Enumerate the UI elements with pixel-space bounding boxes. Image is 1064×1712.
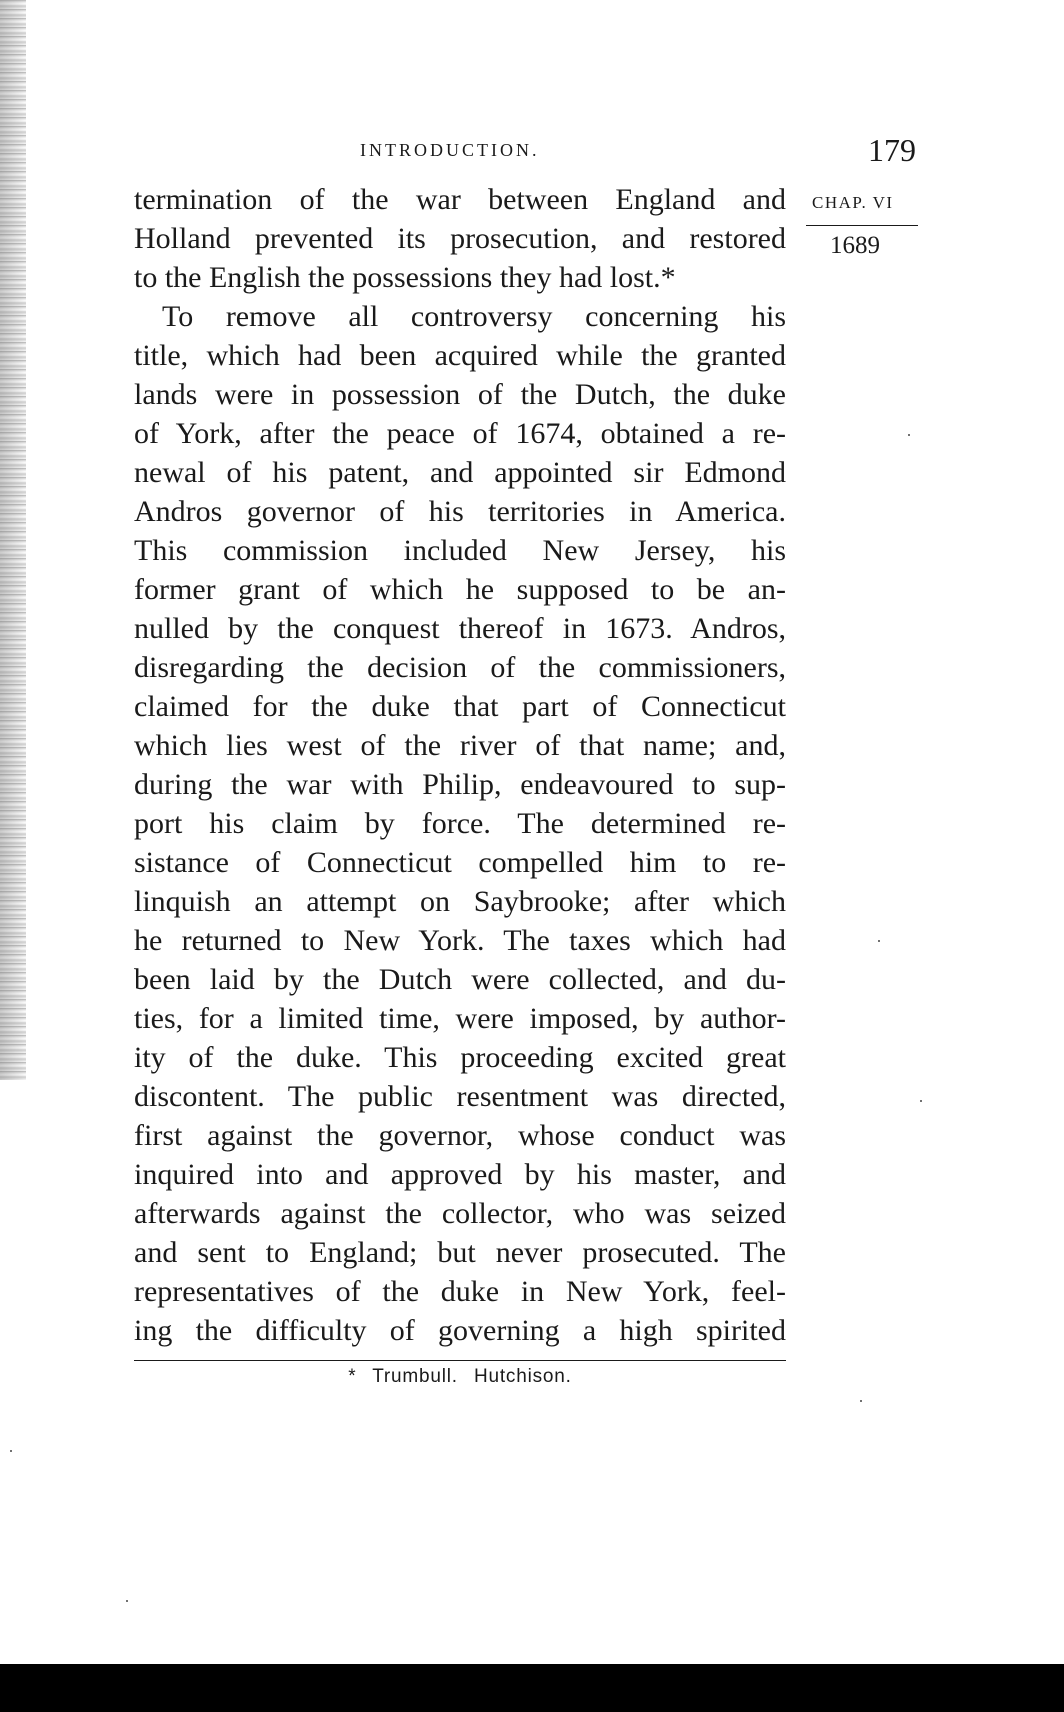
text-line: ties, for a limited time, were imposed, by author- [134, 1002, 786, 1035]
margin-divider [806, 225, 918, 226]
text-line: This commission included New Jersey, his [134, 534, 786, 567]
scan-speck [920, 1100, 922, 1102]
text-line: newal of his patent, and appointed sir Edmond [134, 456, 786, 489]
margin-year: 1689 [830, 232, 880, 259]
running-head: INTRODUCTION. [360, 140, 540, 160]
text-line: of York, after the peace of 1674, obtained a re- [134, 417, 786, 450]
text-line: ing the difficulty of governing a high spirited [134, 1314, 786, 1347]
footnote: * Trumbull. Hutchison. [348, 1366, 572, 1387]
text-line: To remove all controversy concerning his [162, 300, 786, 333]
text-line: inquired into and approved by his master, and [134, 1158, 786, 1191]
footnote-divider [134, 1360, 786, 1361]
margin-chapter-label: CHAP. VI [812, 193, 894, 212]
text-line: first against the governor, whose conduct was [134, 1119, 786, 1152]
text-line: disregarding the decision of the commissioners, [134, 651, 786, 684]
scan-bottom-edge [0, 1664, 1064, 1712]
text-line: Holland prevented its prosecution, and restored [134, 222, 786, 255]
text-line: claimed for the duke that part of Connecticut [134, 690, 786, 723]
text-line: ity of the duke. This proceeding excited great [134, 1041, 786, 1074]
page-number: 179 [868, 132, 916, 168]
text-line: linquish an attempt on Saybrooke; after which [134, 885, 786, 918]
text-line: during the war with Philip, endeavoured to sup- [134, 768, 786, 801]
text-line: which lies west of the river of that name; and, [134, 729, 786, 762]
text-line: representatives of the duke in New York, feel- [134, 1275, 786, 1308]
text-line: nulled by the conquest thereof in 1673. Andros, [134, 612, 786, 645]
scan-speck [860, 1400, 862, 1402]
text-line: port his claim by force. The determined re- [134, 807, 786, 840]
text-line: former grant of which he supposed to be an- [134, 573, 786, 606]
text-line: afterwards against the collector, who was seized [134, 1197, 786, 1230]
scan-speck [878, 940, 880, 942]
scan-speck [908, 434, 910, 436]
text-line: sistance of Connecticut compelled him to re- [134, 846, 786, 879]
text-line: and sent to England; but never prosecuted. The [134, 1236, 786, 1269]
scan-speck [10, 1450, 12, 1452]
text-line: he returned to New York. The taxes which had [134, 924, 786, 957]
text-line: lands were in possession of the Dutch, the duke [134, 378, 786, 411]
body-text [134, 180, 786, 1350]
scan-gutter-shadow [0, 0, 26, 1080]
text-line: termination of the war between England and [134, 183, 786, 216]
text-line: title, which had been acquired while the granted [134, 339, 786, 372]
text-line: to the English the possessions they had lost.* [134, 261, 676, 294]
text-line: discontent. The public resentment was directed, [134, 1080, 786, 1113]
scan-speck [126, 1600, 128, 1602]
text-line: Andros governor of his territories in America. [134, 495, 786, 528]
text-line: been laid by the Dutch were collected, and du- [134, 963, 786, 996]
